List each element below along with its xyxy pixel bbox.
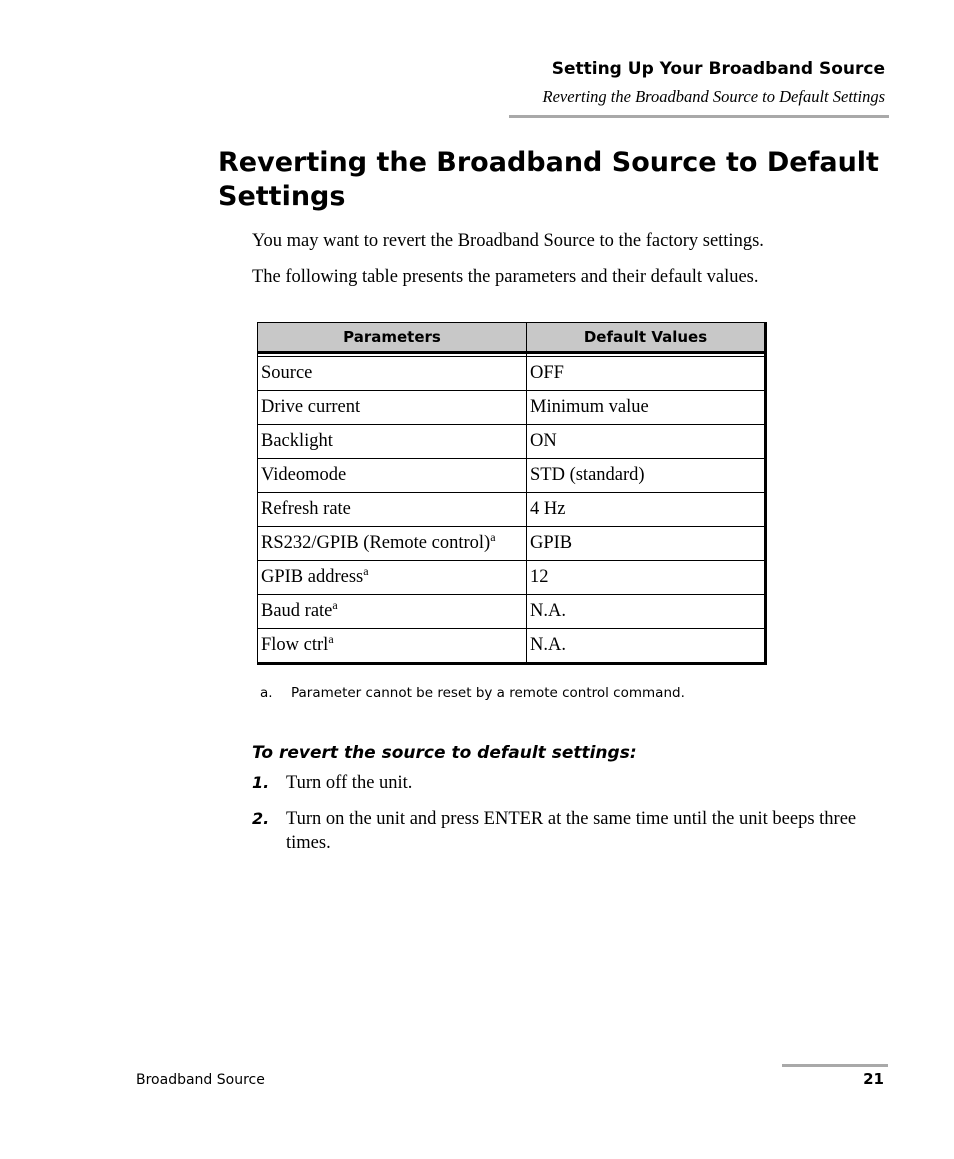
table-intro-paragraph: The following table presents the parameters and their default values. — [252, 267, 759, 287]
table-row — [258, 527, 766, 561]
default-value-cell: ON — [527, 425, 766, 459]
table-footnote — [260, 684, 685, 702]
footer-document-title: Broadband Source — [136, 1072, 265, 1088]
column-header-parameters: Parameters — [258, 323, 527, 353]
parameter-name: Drive current — [261, 397, 361, 417]
column-header-default-values: Default Values — [527, 323, 766, 353]
footnote-reference: a — [332, 597, 338, 612]
parameter-name: Baud rate — [261, 601, 333, 621]
footnote-reference: a — [363, 563, 369, 578]
default-value-cell: 12 — [527, 561, 766, 595]
header-rule — [509, 115, 889, 118]
default-value-cell: STD (standard) — [527, 459, 766, 493]
table-row — [258, 629, 766, 664]
step-text: Turn on the unit and press ENTER at the same time until the unit beeps three times. — [286, 809, 857, 853]
table-row — [258, 459, 766, 493]
table-header-row — [258, 323, 766, 353]
footer-rule — [782, 1064, 888, 1067]
table-row — [258, 357, 766, 391]
footnote-reference: a — [490, 529, 496, 544]
parameter-cell — [258, 357, 527, 391]
running-header — [543, 58, 885, 108]
parameter-cell — [258, 459, 527, 493]
parameter-cell — [258, 561, 527, 595]
parameter-cell — [258, 595, 527, 629]
default-value-cell: OFF — [527, 357, 766, 391]
step-number: 2. — [252, 809, 270, 828]
parameter-name: Backlight — [261, 431, 333, 451]
procedure-step — [252, 807, 892, 855]
parameter-name: Source — [261, 363, 313, 383]
page-title: Reverting the Broadband Source to Default Settings — [218, 147, 879, 212]
table-row — [258, 391, 766, 425]
default-values-table — [257, 322, 767, 665]
parameter-name: GPIB address — [261, 567, 364, 587]
default-value-cell: N.A. — [527, 629, 766, 664]
parameter-name: Refresh rate — [261, 499, 351, 519]
default-value-cell: GPIB — [527, 527, 766, 561]
parameter-cell — [258, 391, 527, 425]
intro-paragraph: You may want to revert the Broadband Source to the factory settings. — [252, 231, 764, 251]
step-number: 1. — [252, 773, 270, 792]
section-subtitle: Reverting the Broadband Source to Default Settings — [542, 87, 885, 106]
footnote-reference: a — [328, 631, 334, 646]
table-row — [258, 425, 766, 459]
parameter-name: Videomode — [261, 465, 347, 485]
procedure-title: To revert the source to default settings: — [252, 743, 637, 763]
parameter-name: RS232/GPIB (Remote control) — [261, 533, 491, 553]
footnote-mark: a. — [260, 685, 273, 701]
chapter-title: Setting Up Your Broadband Source — [551, 59, 885, 79]
parameter-name: Flow ctrl — [261, 635, 329, 655]
page-number: 21 — [863, 1070, 884, 1088]
default-value-cell: N.A. — [527, 595, 766, 629]
table-row — [258, 561, 766, 595]
parameter-cell — [258, 527, 527, 561]
default-value-cell: Minimum value — [527, 391, 766, 425]
footnote-text: Parameter cannot be reset by a remote control command. — [291, 685, 685, 701]
table-row — [258, 493, 766, 527]
procedure-steps — [252, 771, 892, 867]
table-row — [258, 595, 766, 629]
default-value-cell: 4 Hz — [527, 493, 766, 527]
procedure-step — [252, 771, 892, 795]
parameter-cell — [258, 629, 527, 664]
parameter-cell — [258, 493, 527, 527]
step-text: Turn off the unit. — [286, 773, 413, 793]
parameter-cell — [258, 425, 527, 459]
